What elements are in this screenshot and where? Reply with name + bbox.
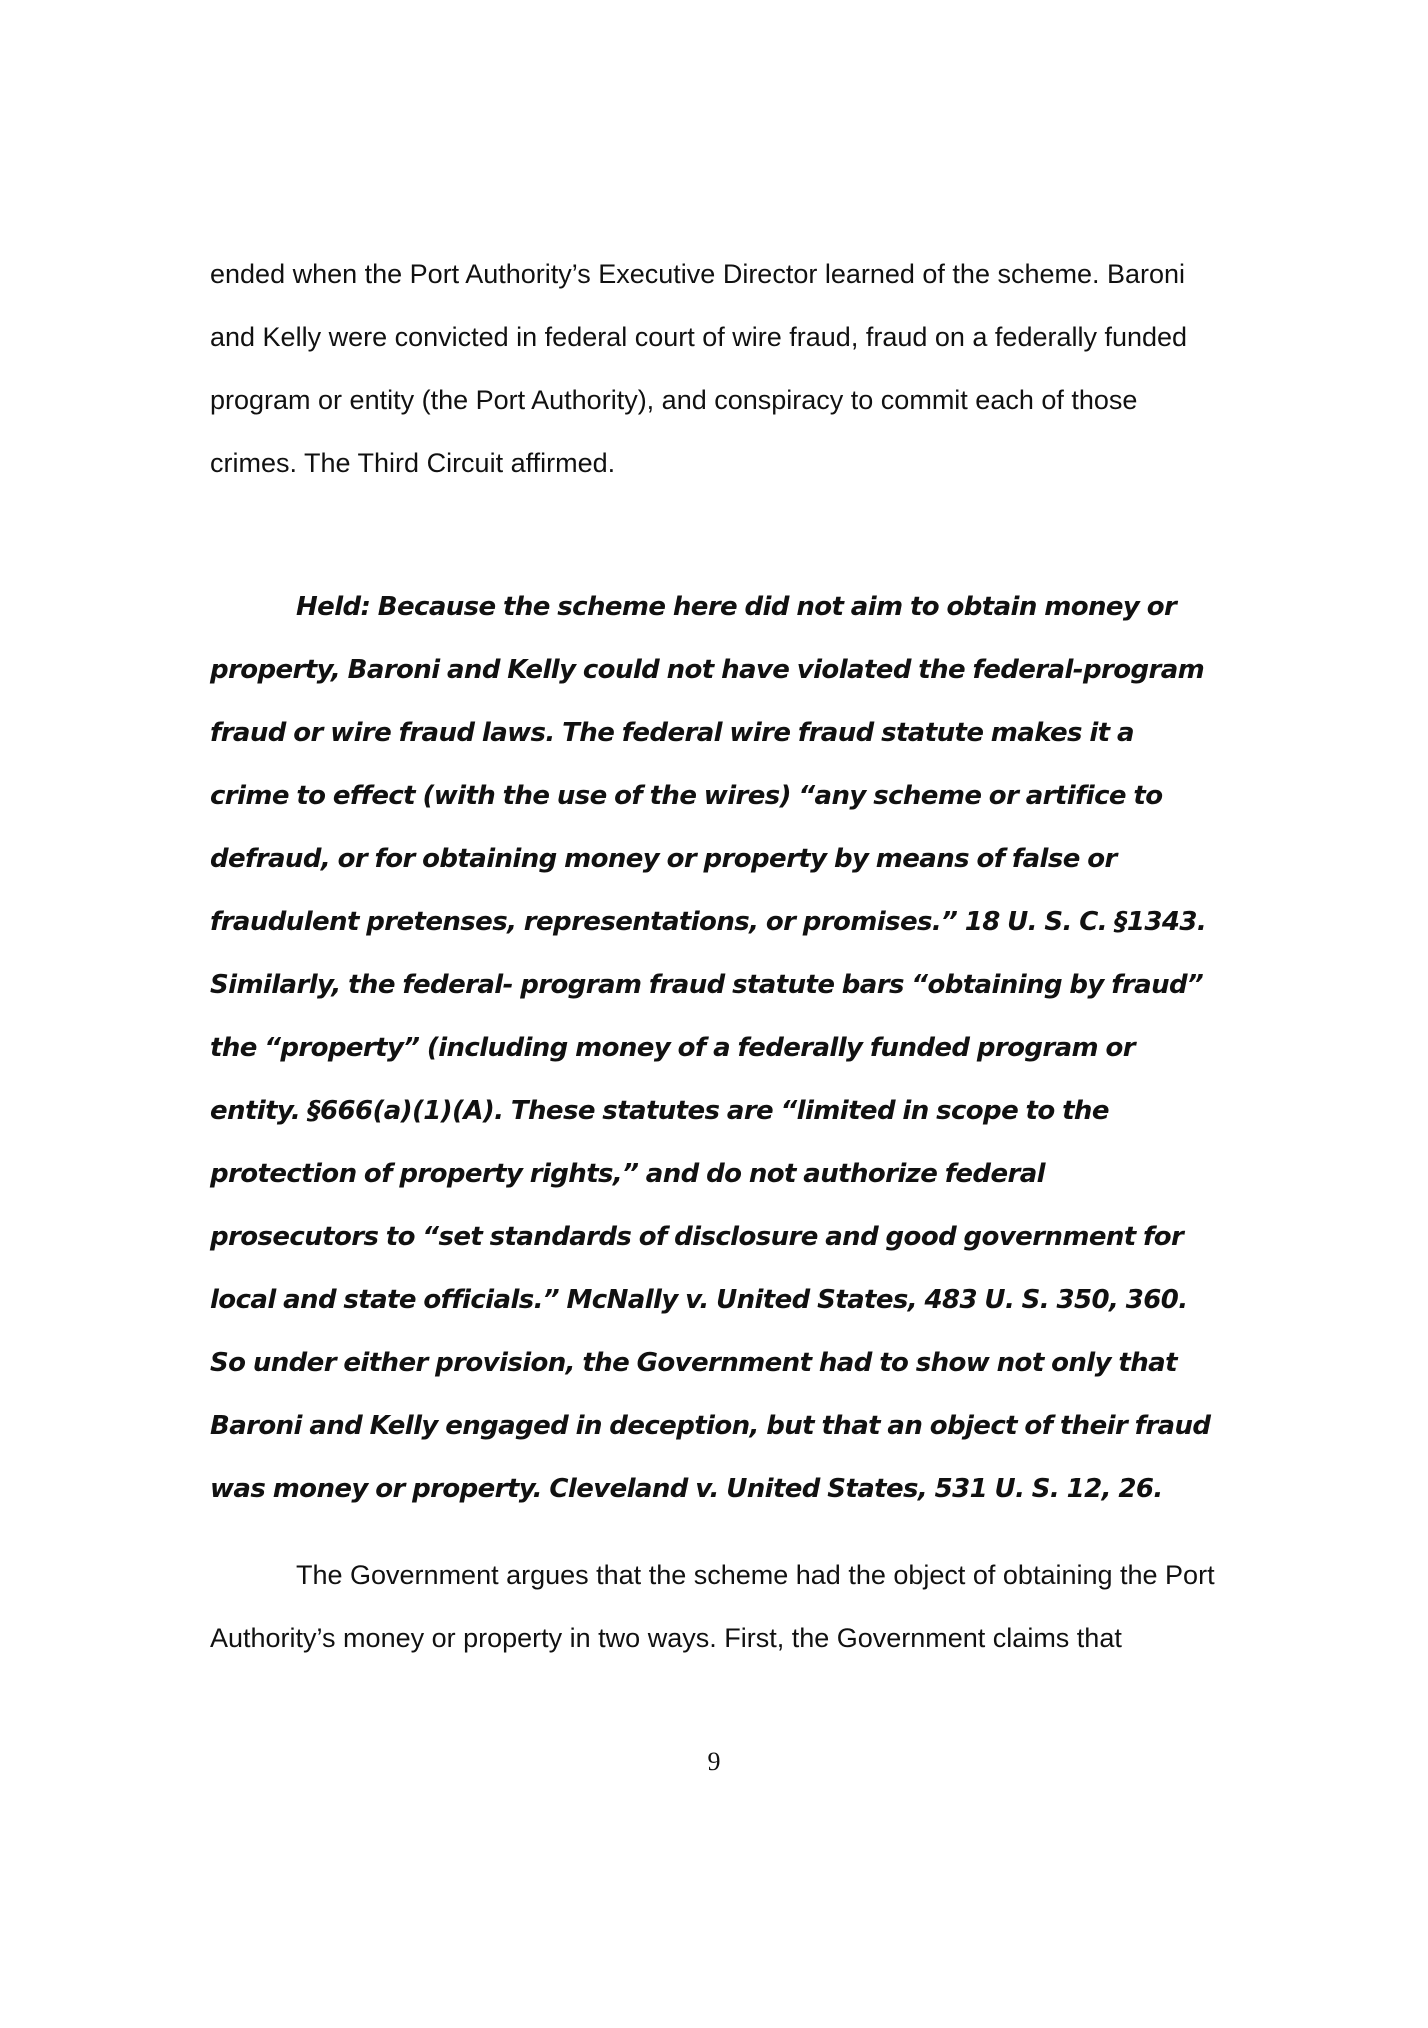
paragraph-continuation: ended when the Port Authority’s Executive Director learned of the scheme. Baroni and Kelly were convicted in federal court of wire fraud, fraud on a federally funded program or entity (the Port Authority), and conspiracy to commit each of those crimes. The Third Circuit affirmed. [210,259,1188,478]
paragraph-held: Held: Because the scheme here did not aim to obtain money or property, Baroni and Kelly could not have violated the federal-program fraud or wire fraud laws. The federal wire fraud statute makes it a crime to effect (with the use of the wires) “any scheme or artifice to defraud, or for obtaining money or property by means of false or fraudulent pretenses, representations, or promises.” 18 U. S. C. §1343. Similarly, the federal- program fraud statute bars “obtaining by fraud” the “property” (including money of a federally funded program or entity. §666(a)(1)(A). These statutes are “limited in scope to the protection of property rights,” and do not authorize federal prosecutors to “set standards of disclosure and good government for local and state officials.” McNally v. United States, 483 U. S. 350, 360. So under either provision, the Government had to show not only that Baroni and Kelly engaged in deception, but that an object of their fraud was money or property. Cleveland v. United States, 531 U. S. 12, 26. [210,592,1211,1504]
page-number: 9 [707,1747,721,1776]
paragraph-government-argument: The Government argues that the scheme had the object of obtaining the Port Authority’s money or property in two ways. First, the Government claims that [210,1560,1215,1653]
